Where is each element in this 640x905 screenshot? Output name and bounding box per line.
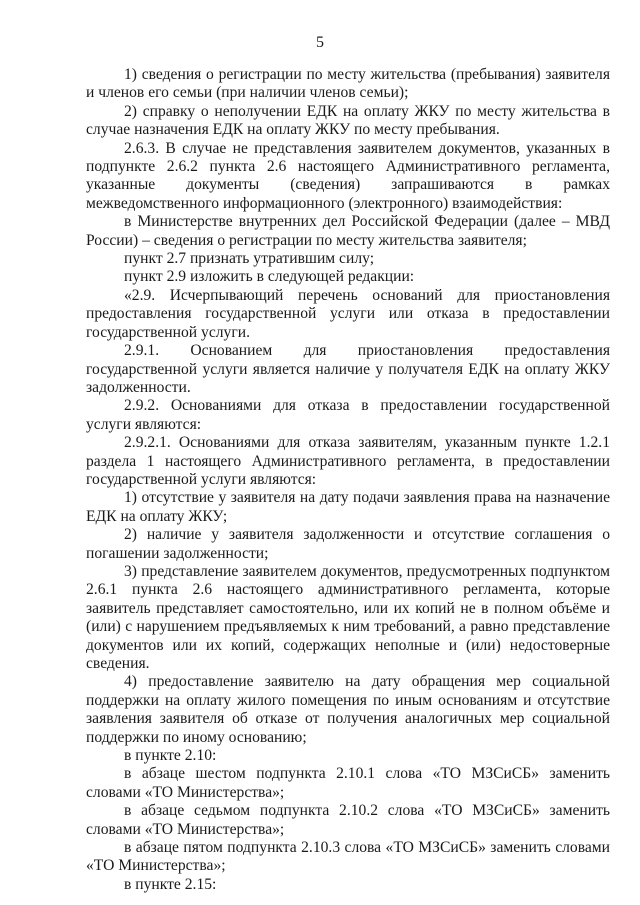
paragraph: в пункте 2.10: — [124, 747, 217, 765]
paragraph: 1) сведения о регистрации по месту жительства (пребывания) заявителя и членов его семьи (при наличии членов семьи); — [86, 66, 610, 102]
paragraph: 2.6.3. В случае не представления заявителем документов, указанных в подпункте 2.6.2 пункта 2.6 настоящего Административного регламента, указанные документы (сведения) запрашиваются в рамках межведомственного информационного (электронного) взаимодействия: — [86, 139, 610, 212]
paragraph: в абзаце шестом подпункта 2.10.1 слова «ТО МЗСиСБ» заменить словами «ТО Министерства»; — [86, 765, 610, 801]
paragraph: пункт 2.7 признать утратившим силу; — [124, 250, 375, 268]
paragraph: «2.9. Исчерпывающий перечень оснований для приостановления предоставления государственной услуги или отказа в предоставлении государственной услуги. — [86, 286, 610, 341]
document-body — [86, 66, 610, 894]
paragraph: 2.9.1. Основанием для приостановления предоставления государственной услуги является наличие у получателя ЕДК на оплату ЖКУ задолженности. — [86, 342, 610, 396]
paragraph: в абзаце пятом подпункта 2.10.3 слова «ТО МЗСиСБ» заменить словами «ТО Министерства»; — [86, 839, 610, 875]
paragraph: 1) отсутствие у заявителя на дату подачи заявления права на назначение ЕДК на оплату ЖКУ; — [86, 489, 610, 525]
paragraph: пункт 2.9 изложить в следующей редакции: — [124, 268, 415, 286]
paragraph: в абзаце седьмом подпункта 2.10.2 слова «ТО МЗСиСБ» заменить словами «ТО Министерства»; — [86, 802, 610, 838]
page-number: 5 — [316, 34, 324, 51]
paragraph: 2) справку о неполучении ЕДК на оплату ЖКУ по месту жительства в случае назначения ЕДК на оплату ЖКУ по месту пребывания. — [86, 102, 610, 139]
paragraph: в пункте 2.15: — [124, 875, 217, 893]
paragraph: 2.9.2. Основаниями для отказа в предоставлении государственной услуги являются: — [86, 397, 610, 433]
paragraph: 2) наличие у заявителя задолженности и отсутствие соглашения о погашении задолженности; — [86, 526, 610, 562]
paragraph: 3) представление заявителем документов, предусмотренных подпунктом 2.6.1 пункта 2.6 настоящего административного регламента, которые заявитель представляет самостоятельно, или их копий не в полном объёме и (или) с нарушением предъявляемых к ним требований, а равно представление документов или их копий, содержащих неполные и (или) недостоверные сведения. — [86, 562, 610, 672]
paragraph: 2.9.2.1. Основаниями для отказа заявителям, указанным пункте 1.2.1 раздела 1 настоящего Административного регламента, в предоставлении государственной услуги являются: — [86, 434, 610, 488]
paragraph: 4) предоставление заявителю на дату обращения мер социальной поддержки на оплату жилого помещения по иным основаниям и отсутствие заявления заявителя об отказе от получения аналогичных мер социальной поддержки по иному основанию; — [86, 673, 610, 746]
paragraph: в Министерстве внутренних дел Российской Федерации (далее – МВД России) – сведения о регистрации по месту жительства заявителя; — [86, 213, 610, 249]
